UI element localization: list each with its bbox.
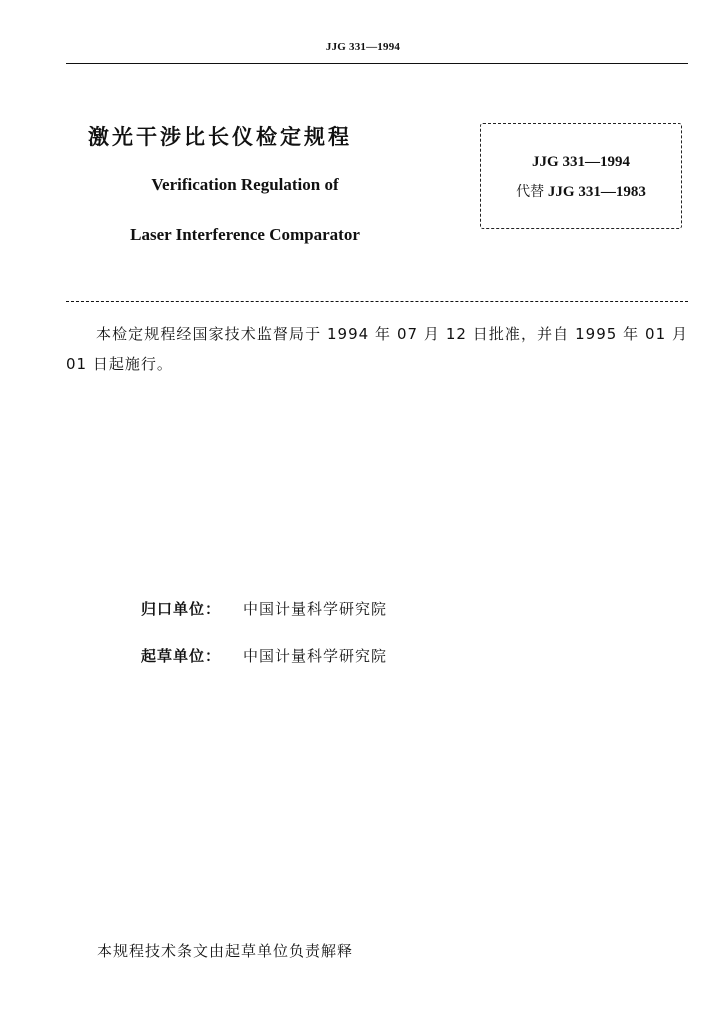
responsible-unit-label: 归口单位： [141,600,222,618]
standard-code: JJG 331—1994 [532,154,630,170]
document-title-chinese: 激光干涉比长仪检定规程 [88,125,352,149]
replaces-standard [481,181,681,201]
replaces-prefix: 代替 [516,184,545,200]
document-title-english-line-1: Verification Regulation of [151,175,339,194]
section-divider [66,301,688,302]
running-header: JJG 331—1994 [325,41,401,53]
drafting-unit-value: 中国计量科学研究院 [243,647,388,665]
drafting-unit-row [141,645,387,666]
standard-code-box [480,123,682,229]
responsible-unit-row [141,598,387,619]
header-rule [66,63,688,64]
interpretation-note: 本规程技术条文由起草单位负责解释 [97,942,354,960]
replaces-code: JJG 331—1983 [547,184,646,200]
document-title-english-line-2: Laser Interference Comparator [130,225,360,244]
responsible-unit-value: 中国计量科学研究院 [243,600,388,618]
approval-statement: 本检定规程经国家技术监督局于 1994 年 07 月 12 日批准，并自 1995 年 01 月 01 日起施行。 [66,325,688,373]
drafting-unit-label: 起草单位： [141,647,222,665]
